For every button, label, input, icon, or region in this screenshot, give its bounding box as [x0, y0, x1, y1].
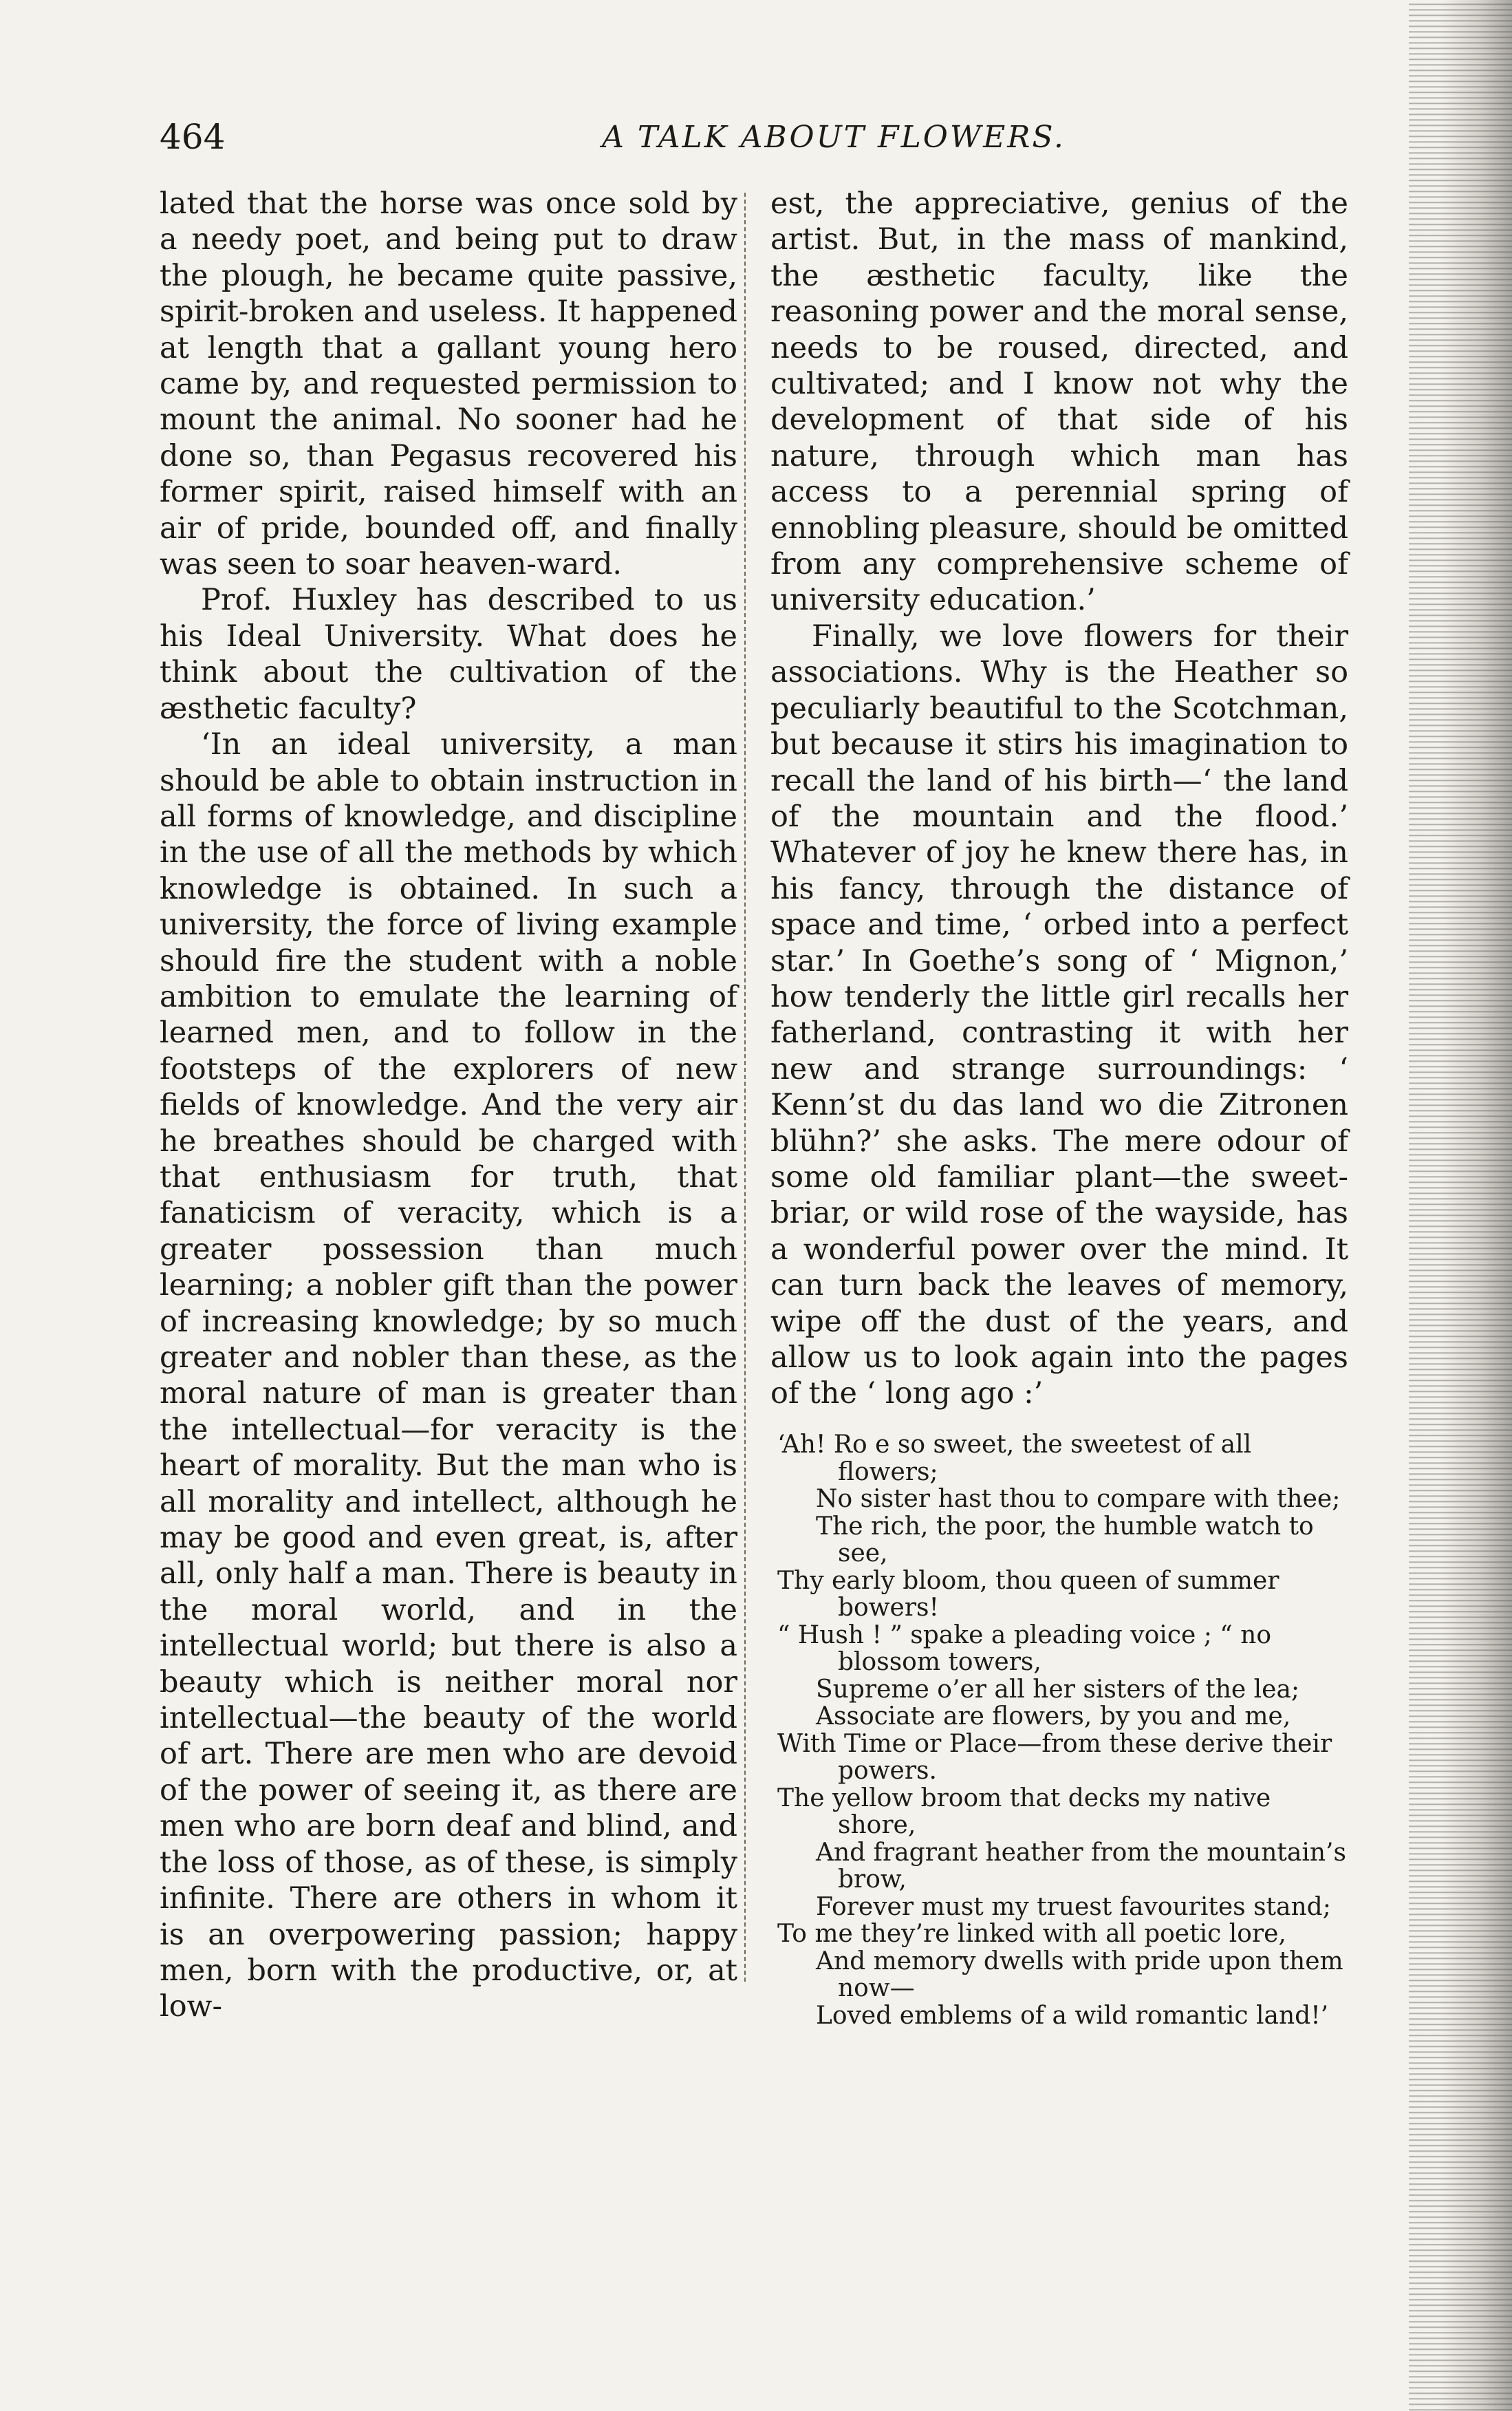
poem-line: Associate are flowers, by you and me,: [816, 1702, 1291, 1730]
poem-line: powers.: [838, 1757, 937, 1785]
poem-line: shore,: [838, 1811, 916, 1839]
poem-block: [777, 1431, 1355, 2029]
poem-line: Loved emblems of a wild romantic land!’: [816, 2001, 1329, 2030]
page-number: 464: [160, 117, 226, 157]
poem-line: Thy early bloom, thou queen of summer: [777, 1566, 1279, 1595]
poem-line: now—: [838, 1974, 915, 2002]
poem-line: The rich, the poor, the humble watch to: [816, 1512, 1314, 1541]
page-header: [160, 117, 1363, 172]
paragraph: ‘In an ideal university, a man should be able to obtain instruction in all forms of knowledge, and discipline in the use of all the methods by which knowledge is obtained. In such a university, the force of living example should fire the student with a noble ambition to emulate the learning of learned men, and to follow in the footsteps of the explorers of new fields of knowledge. And the very air he breathes should be charged with that enthusiasm for truth, that fanaticism of veracity, which is a greater possession than much learning; a nobler gift than the power of increasing knowledge; by so much greater and nobler than these, as the moral nature of man is greater than the intellectual—for veracity is the heart of morality. But the man who is all morality and intellect, although he may be good and even great, is, after all, only half a man. There is beauty in the moral world, and in the intellectual world; but there is also a beauty which is neither moral nor intellectual—the beauty of the world of art. There are men who are devoid of the power of seeing it, as there are men who are born deaf and blind, and the loss of those, as of these, is simply infinite. There are others in whom it is an overpowering passion; happy men, born with the productive, or, at low-: [160, 727, 737, 2024]
poem-line: ‘Ah! Ro e so sweet, the sweetest of all: [777, 1430, 1252, 1459]
poem-line: bowers!: [838, 1594, 939, 1622]
column-divider: [744, 193, 746, 1982]
paragraph: lated that the horse was once sold by a needy poet, and being put to draw the plough, he became quite passive, spirit-broken and useless. It happened at length that a gallant young hero came by, and requested permission to mount the animal. No sooner had he done so, than Pegasus recovered his former spirit, raised himself with an air of pride, bounded off, and finally was seen to soar heaven-ward.: [160, 186, 737, 582]
poem-line: flowers;: [838, 1457, 938, 1486]
paragraph: Prof. Huxley has described to us his Ideal University. What does he think about the cultivation of the æsthetic faculty?: [160, 583, 737, 726]
running-title: A TALK ABOUT FLOWERS.: [602, 120, 1066, 155]
binding-edge-shadow: [1409, 0, 1512, 2411]
left-column: [160, 186, 737, 2025]
poem-line: “ Hush ! ” spake a pleading voice ; “ no: [777, 1620, 1272, 1649]
paragraph: Finally, we love flowers for their associations. Why is the Heather so peculiarly beautiful to the Scotchman, but because it stirs his imagination to recall the land of his birth—‘ the land of the mountain and the flood.’ Whatever of joy he knew there has, in his fancy, through the distance of space and time, ‘ orbed into a perfect star.’ In Goethe’s song of ‘ Mignon,’ how tenderly the little girl recalls her fatherland, contrasting it with her new and strange surroundings: ‘ Kenn’st du das land wo die Zitronen blühn?’ she asks. The mere odour of some old familiar plant—the sweet-briar, or wild rose of the wayside, has a wonderful power over the mind. It can turn back the leaves of memory, wipe off the dust of the years, and allow us to look again into the pages of the ‘ long ago :’: [770, 619, 1348, 1411]
poem-line: No sister hast thou to compare with thee;: [816, 1485, 1341, 1513]
poem-line: To me they’re linked with all poetic lore,: [777, 1920, 1286, 1948]
poem-line: With Time or Place—from these derive their: [777, 1729, 1332, 1758]
poem-line: The yellow broom that decks my native: [777, 1783, 1271, 1812]
paragraph: est, the appreciative, genius of the artist. But, in the mass of mankind, the æsthetic faculty, like the reasoning power and the moral sense, needs to be roused, directed, and cultivated; and I know not why the development of that side of his nature, through which man has access to a perennial spring of ennobling pleasure, should be omitted from any comprehensive scheme of university education.’: [770, 186, 1348, 618]
poem-line: brow,: [838, 1865, 907, 1894]
poem-line: Forever must my truest favourites stand;: [816, 1892, 1331, 1921]
right-column: [770, 186, 1348, 1412]
poem-line: blossom towers,: [838, 1648, 1041, 1676]
poem-line: Supreme o’er all her sisters of the lea;: [816, 1675, 1300, 1704]
poem-line: And fragrant heather from the mountain’s: [816, 1838, 1346, 1867]
poem-line: see,: [838, 1539, 888, 1567]
poem-line: And memory dwells with pride upon them: [816, 1947, 1343, 1975]
